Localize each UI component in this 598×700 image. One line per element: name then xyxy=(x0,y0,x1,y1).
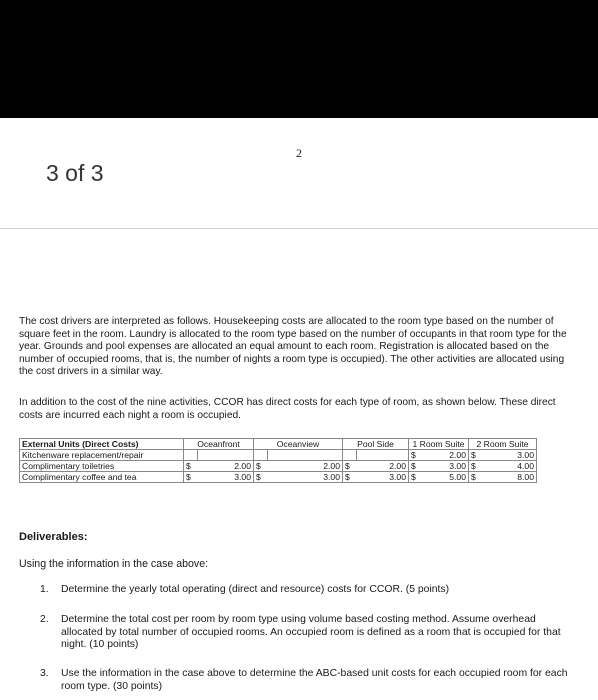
currency-symbol: $ xyxy=(343,472,357,483)
item-text: Determine the yearly total operating (direct and resource) costs for CCOR. (5 points) xyxy=(61,584,450,595)
row-label: Complimentary coffee and tea xyxy=(20,472,184,483)
item-number: 2. xyxy=(40,614,49,625)
empty-cell xyxy=(198,450,254,461)
currency-symbol: $ xyxy=(254,472,268,483)
cost-value: 2.00 xyxy=(423,450,469,461)
page-indicator: 3 of 3 xyxy=(46,160,104,186)
viewer-top-bar xyxy=(0,0,598,118)
column-header: 1 Room Suite xyxy=(409,439,469,450)
empty-cell xyxy=(254,450,268,461)
currency-symbol: $ xyxy=(409,450,423,461)
cost-value: 3.00 xyxy=(268,472,343,483)
currency-symbol: $ xyxy=(184,472,198,483)
currency-symbol: $ xyxy=(469,450,483,461)
table-row xyxy=(20,461,537,472)
cost-value: 3.00 xyxy=(483,450,537,461)
cost-value: 2.00 xyxy=(198,461,254,472)
cost-value: 3.00 xyxy=(198,472,254,483)
cost-value: 4.00 xyxy=(483,461,537,472)
cost-value: 5.00 xyxy=(423,472,469,483)
deliverables-intro: Using the information in the case above: xyxy=(19,558,209,570)
currency-symbol: $ xyxy=(343,461,357,472)
page-divider xyxy=(0,228,598,229)
empty-cell xyxy=(357,450,409,461)
cost-value: 2.00 xyxy=(357,461,409,472)
item-text: Determine the total cost per room by room type using volume based costing method. Assume overhead allocated by total number of occupied rooms. An occupied room is defined as a room that is occupied for that night. (10 points) xyxy=(61,614,561,651)
column-header: Oceanfront xyxy=(184,439,254,450)
cost-drivers-paragraph: The cost drivers are interpreted as follows. Housekeeping costs are allocated to the room type based on the number of square feet in the room. Laundry is allocated to the room type based on the number of occupants in that room type for the year. Grounds and pool expenses are allocated an equal amount to each room. Registration is allocated based on the number of occupied rooms, that is, the number of nights a room type is occupied). The other activities are allocated using the cost drivers in a similar way. xyxy=(19,316,567,378)
currency-symbol: $ xyxy=(184,461,198,472)
column-header: 2 Room Suite xyxy=(469,439,537,450)
currency-symbol: $ xyxy=(409,472,423,483)
table-row xyxy=(20,472,537,483)
empty-cell xyxy=(343,450,357,461)
table-header-row xyxy=(20,439,537,450)
cost-value: 8.00 xyxy=(483,472,537,483)
deliverable-item xyxy=(40,668,572,693)
column-header: Oceanview xyxy=(254,439,343,450)
page-number: 2 xyxy=(296,146,302,160)
cost-value: 2.00 xyxy=(268,461,343,472)
currency-symbol: $ xyxy=(409,461,423,472)
deliverable-item xyxy=(40,584,572,597)
deliverables-heading: Deliverables: xyxy=(19,531,88,543)
direct-costs-table xyxy=(19,438,537,483)
direct-costs-paragraph: In addition to the cost of the nine activities, CCOR has direct costs for each type of room, as shown below. These direct costs are incurred each night a room is occupied. xyxy=(19,397,556,421)
item-number: 3. xyxy=(40,668,49,679)
cost-value: 3.00 xyxy=(423,461,469,472)
empty-cell xyxy=(268,450,343,461)
empty-cell xyxy=(184,450,198,461)
row-label: Complimentary toiletries xyxy=(20,461,184,472)
cost-value: 3.00 xyxy=(357,472,409,483)
deliverable-item xyxy=(40,614,572,652)
table-row xyxy=(20,450,537,461)
currency-symbol: $ xyxy=(469,472,483,483)
currency-symbol: $ xyxy=(254,461,268,472)
currency-symbol: $ xyxy=(469,461,483,472)
column-header: External Units (Direct Costs) xyxy=(20,439,184,450)
item-text: Use the information in the case above to determine the ABC-based unit costs for each occupied room for each room type. (30 points) xyxy=(61,668,568,692)
row-label: Kitchenware replacement/repair xyxy=(20,450,184,461)
column-header: Pool Side xyxy=(343,439,409,450)
item-number: 1. xyxy=(40,584,49,595)
